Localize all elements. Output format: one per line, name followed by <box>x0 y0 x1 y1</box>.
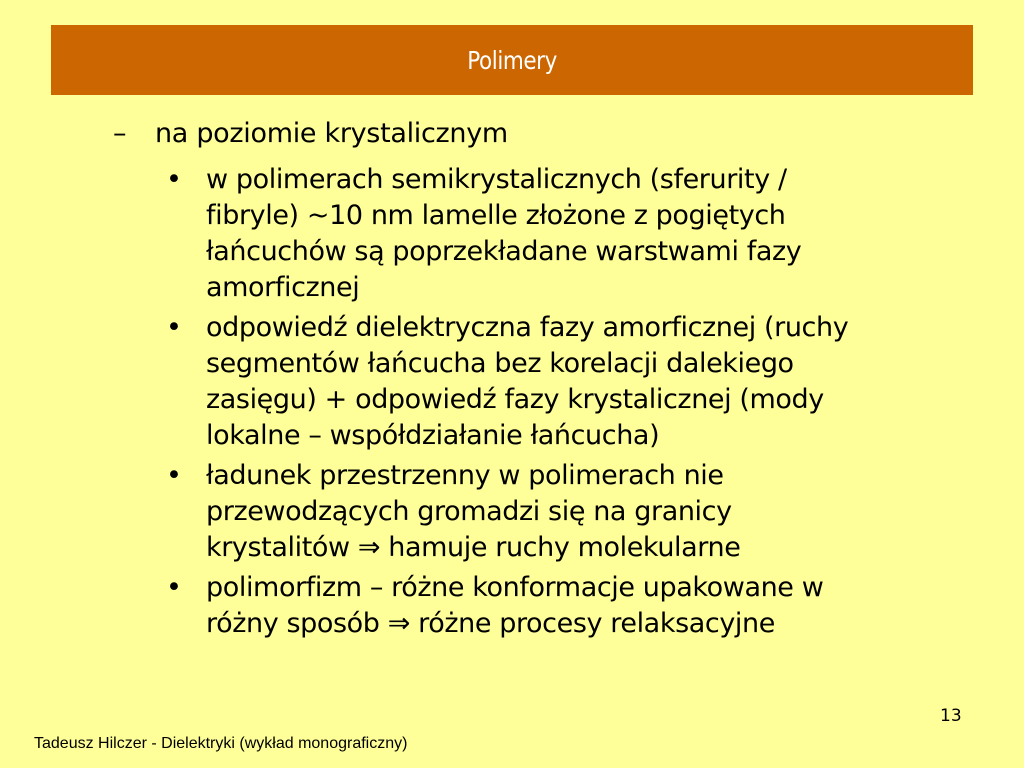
bullet-list <box>166 162 956 646</box>
bullet-line: zasięgu) + odpowiedź fazy krystalicznej (mody <box>206 384 824 415</box>
bullet-line: przewodzących gromadzi się na granicy <box>206 496 732 527</box>
page-number: 13 <box>940 706 962 726</box>
bullet-icon: • <box>166 164 182 195</box>
bullet-icon: • <box>166 572 182 603</box>
slide-title: Polimery <box>467 45 557 75</box>
bullet-line: krystalitów ⇒ hamuje ruchy molekularne <box>206 532 741 563</box>
level1-item <box>113 116 508 151</box>
bullet-item <box>166 162 956 306</box>
title-bar <box>51 25 973 95</box>
bullet-item <box>166 570 956 642</box>
bullet-icon: • <box>166 312 182 343</box>
dash-marker: – <box>113 118 127 149</box>
level1-text: na poziomie krystalicznym <box>155 118 508 149</box>
bullet-line: polimorfizm – różne konformacje upakowane w <box>206 572 824 603</box>
bullet-line: lokalne – współdziałanie łańcucha) <box>206 420 660 451</box>
bullet-line: różny sposób ⇒ różne procesy relaksacyjne <box>206 608 775 639</box>
bullet-line: odpowiedź dielektryczna fazy amorficznej (ruchy <box>206 312 849 343</box>
bullet-line: amorficznej <box>206 272 360 303</box>
bullet-line: fibryle) ~10 nm lamelle złożone z pogiętych <box>206 200 786 231</box>
bullet-item <box>166 310 956 454</box>
bullet-icon: • <box>166 460 182 491</box>
bullet-line: segmentów łańcucha bez korelacji dalekiego <box>206 348 794 379</box>
bullet-line: w polimerach semikrystalicznych (sferurity / <box>206 164 787 195</box>
bullet-line: łańcuchów są poprzekładane warstwami fazy <box>206 236 802 267</box>
bullet-item <box>166 458 956 566</box>
bullet-line: ładunek przestrzenny w polimerach nie <box>206 460 724 491</box>
footer-text: Tadeusz Hilczer - Dielektryki (wykład monograficzny) <box>34 735 408 752</box>
